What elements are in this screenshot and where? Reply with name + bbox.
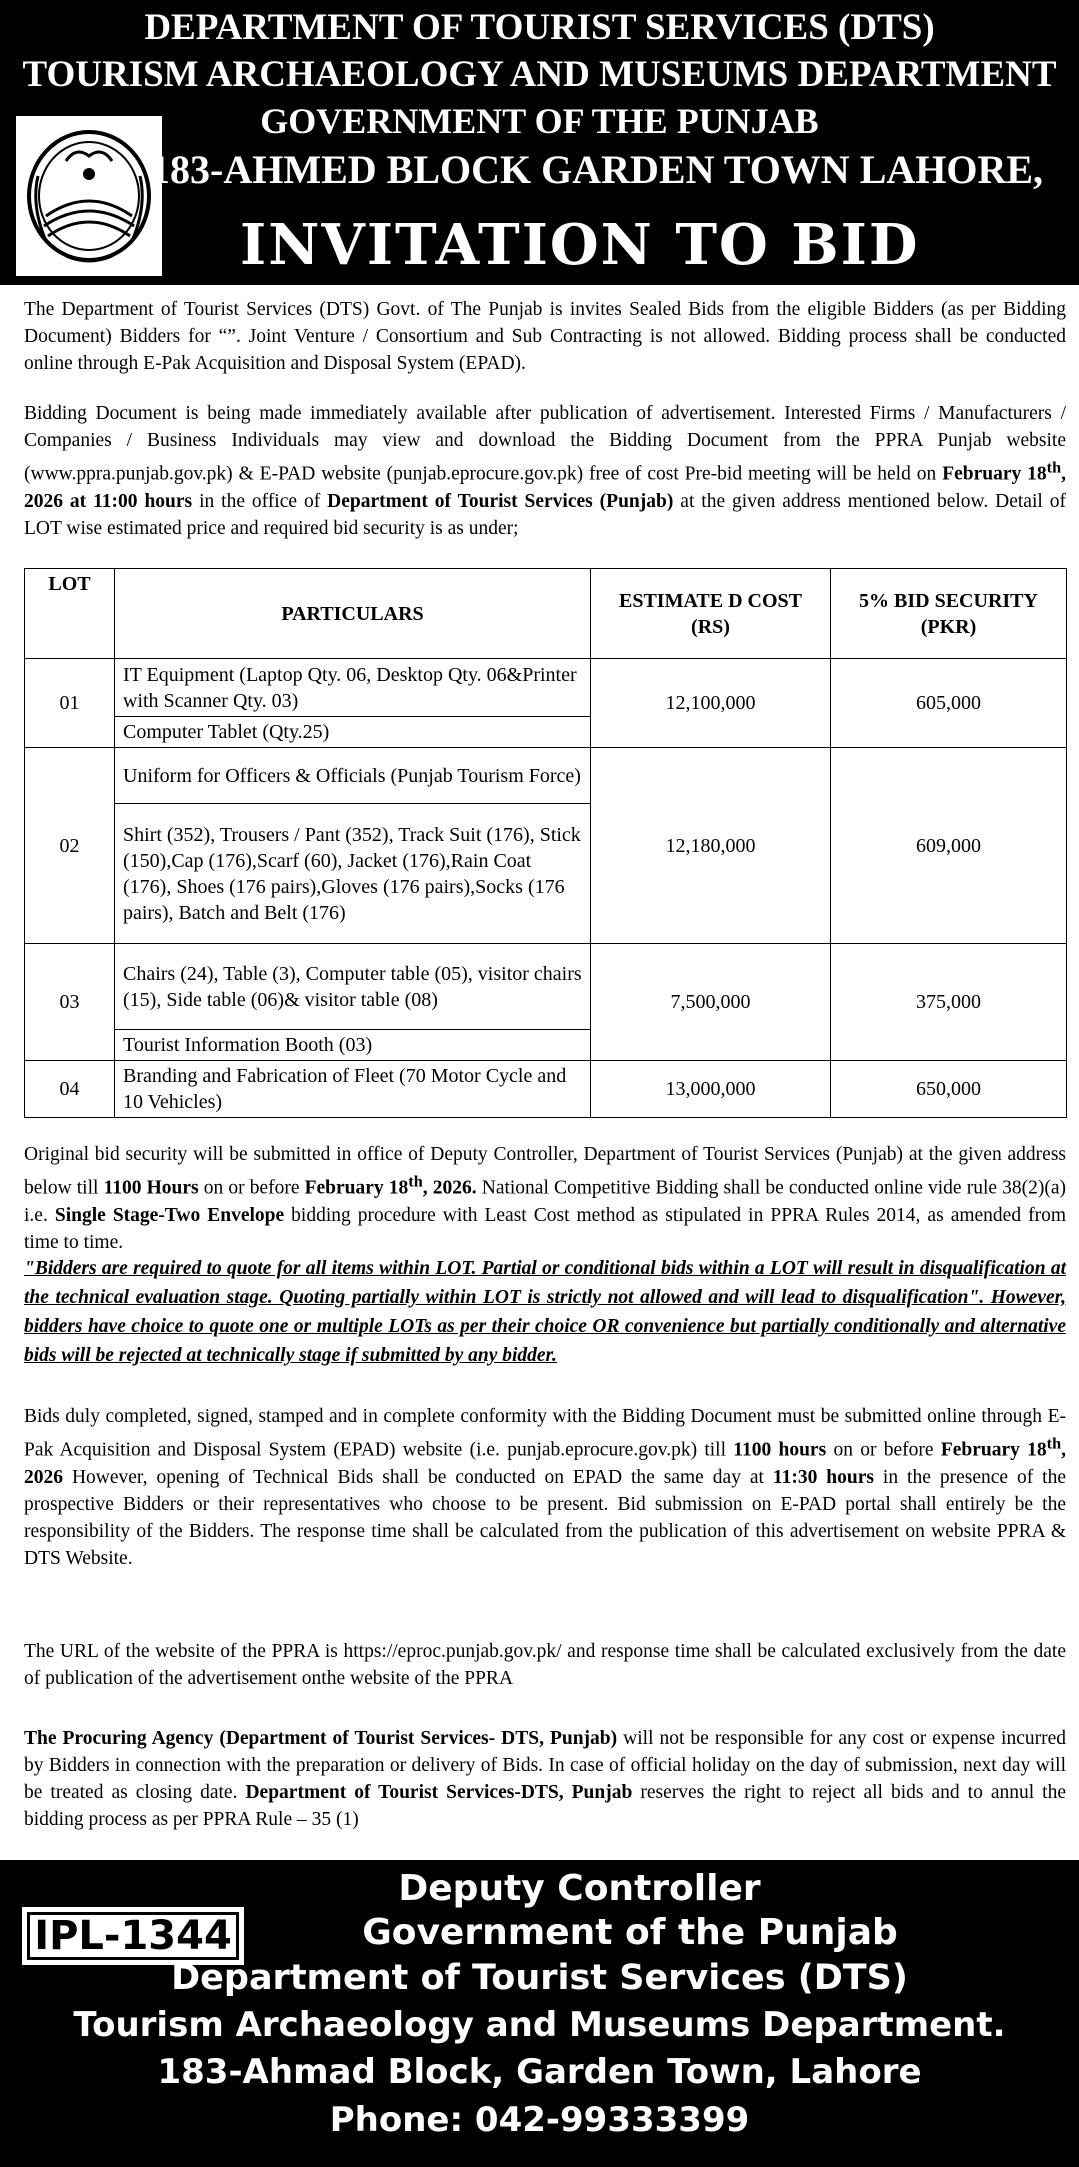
- table-row: [25, 659, 1067, 717]
- department-name: DEPARTMENT OF TOURIST SERVICES (DTS): [144, 7, 935, 48]
- page-title: INVITATION TO BID: [240, 212, 920, 278]
- lot-security: 605,000: [831, 659, 1067, 748]
- lot-number: 02: [25, 748, 115, 944]
- table-row: [25, 1061, 1067, 1118]
- lot-item: Chairs (24), Table (3), Computer table (05), visitor chairs (15), Side table (06)& visitor table (08): [115, 944, 591, 1030]
- lot-item: Shirt (352), Trousers / Pant (352), Track Suit (176), Stick (150),Cap (176),Scarf (60), Jacket (176),Rain Coat (176), Shoes (176 pairs),Gloves (176 pairs),Socks (176 pairs), Batch and Belt (176): [115, 804, 591, 944]
- lot-item: IT Equipment (Laptop Qty. 06, Desktop Qty. 06&Printer with Scanner Qty. 03): [115, 659, 591, 717]
- table-row: [25, 944, 1067, 1030]
- punjab-government-emblem-icon: [16, 116, 162, 276]
- lot-security: 650,000: [831, 1061, 1067, 1118]
- header-address: 183-AHMED BLOCK GARDEN TOWN LAHORE,: [150, 147, 1044, 192]
- header-lot: LOT: [25, 569, 115, 659]
- lot-table: [24, 568, 1067, 1118]
- parent-department: TOURISM ARCHAEOLOGY AND MUSEUMS DEPARTMENT: [22, 54, 1057, 95]
- footer-banner: [0, 1860, 1079, 2167]
- lot-item: Branding and Fabrication of Fleet (70 Motor Cycle and 10 Vehicles): [115, 1061, 591, 1118]
- header-banner: [0, 0, 1079, 285]
- lot-quote-notice: "Bidders are required to quote for all items within LOT. Partial or conditional bids within a LOT will result in disqualification at the technical evaluation stage. Quoting partially within LOT is strictly not allowed and will lead to disqualification". However, bidders have choice to quote one or multiple LOTs as per their choice OR convenience but partially conditionally and alternative bids will be rejected at technically stage if submitted by any bidder.: [24, 1258, 1066, 1366]
- lot-number: 04: [25, 1061, 115, 1118]
- lot-security: 375,000: [831, 944, 1067, 1061]
- footer-government: Government of the Punjab: [362, 1912, 898, 1953]
- procuring-agency-paragraph: The Procuring Agency (Department of Tourist Services- DTS, Punjab) will not be responsible for any cost or expense incurred by Bidders in connection with the preparation or delivery of Bids. In case of official holiday on the day of submission, next day will be treated as closing date. Department of Tourist Services-DTS, Punjab reserves the right to reject all bids and to annul the bidding process as per PPRA Rule – 35 (1): [24, 1728, 1067, 1830]
- lot-cost: 12,100,000: [591, 659, 831, 748]
- intro-paragraph: The Department of Tourist Services (DTS) Govt. of The Punjab is invites Sealed Bids from the eligible Bidders (as per Bidding Document) Bidders for “”. Joint Venture / Consortium and Sub Contracting is not allowed. Bidding process shall be conducted online through E-Pak Acquisition and Disposal System (EPAD).: [24, 299, 1066, 374]
- footer-address: 183-Ahmad Block, Garden Town, Lahore: [157, 2052, 922, 2092]
- table-row: [25, 748, 1067, 804]
- government-name: GOVERNMENT OF THE PUNJAB: [260, 101, 819, 141]
- header-particulars: PARTICULARS: [115, 569, 591, 659]
- table-header-row: [25, 569, 1067, 659]
- footer-phone: Phone: 042-99333399: [329, 2100, 750, 2140]
- lot-cost: 13,000,000: [591, 1061, 831, 1118]
- lot-number: 03: [25, 944, 115, 1061]
- footer-parent-department: Tourism Archaeology and Museums Department.: [73, 2005, 1006, 2045]
- lot-cost: 12,180,000: [591, 748, 831, 944]
- ipl-code-badge: IPL-1344: [22, 1907, 244, 1965]
- footer-designation: Deputy Controller: [398, 1868, 761, 1909]
- footer-department: Department of Tourist Services (DTS): [171, 1958, 908, 1998]
- lot-item: Computer Tablet (Qty.25): [115, 717, 591, 748]
- lot-cost: 7,500,000: [591, 944, 831, 1061]
- submission-paragraph: Bids duly completed, signed, stamped and in complete conformity with the Bidding Document must be submitted online through E-Pak Acquisition and Disposal System (EPAD) website (i.e. punjab.eprocure.gov.pk) till 1100 hours on or before February 18th, 2026 However, opening of Technical Bids shall be conducted on EPAD the same day at 11:30 hours in the presence of the prospective Bidders or their representatives who choose to be present. Bid submission on E-PAD portal shall entirely be the responsibility of the Bidders. The response time shall be calculated from the publication of this advertisement on website PPRA & DTS Website.: [24, 1406, 1066, 1569]
- header-cost: ESTIMATE D COST (RS): [591, 569, 831, 659]
- header-security: 5% BID SECURITY (PKR): [831, 569, 1067, 659]
- lot-security: 609,000: [831, 748, 1067, 944]
- lot-item: Tourist Information Booth (03): [115, 1030, 591, 1061]
- bidding-document-paragraph: Bidding Document is being made immediately available after publication of advertisement. Interested Firms / Manufacturers / Companies / Business Individuals may view and download the Bidding Document from the PPRA Punjab website (www.ppra.punjab.gov.pk) & E-PAD website (punjab.eprocure.gov.pk) free of cost Pre-bid meeting will be held on February 18th, 2026 at 11:00 hours in the office of Department of Tourist Services (Punjab) at the given address mentioned below. Detail of LOT wise estimated price and required bid security is as under;: [24, 403, 1066, 539]
- ppra-url-paragraph: The URL of the website of the PPRA is https://eproc.punjab.gov.pk/ and response time shall be calculated exclusively from the date of publication of the advertisement onthe website of the PPRA: [24, 1641, 1066, 1689]
- lot-item: Uniform for Officers & Officials (Punjab Tourism Force): [115, 748, 591, 804]
- lot-number: 01: [25, 659, 115, 748]
- bid-security-paragraph: Original bid security will be submitted in office of Deputy Controller, Department of Tourist Services (Punjab) at the given address below till 1100 Hours on or before February 18th, 2026. National Competitive Bidding shall be conducted online vide rule 38(2)(a) i.e. Single Stage-Two Envelope bidding procedure with Least Cost method as stipulated in PPRA Rules 2014, as amended from time to time.: [24, 1144, 1067, 1253]
